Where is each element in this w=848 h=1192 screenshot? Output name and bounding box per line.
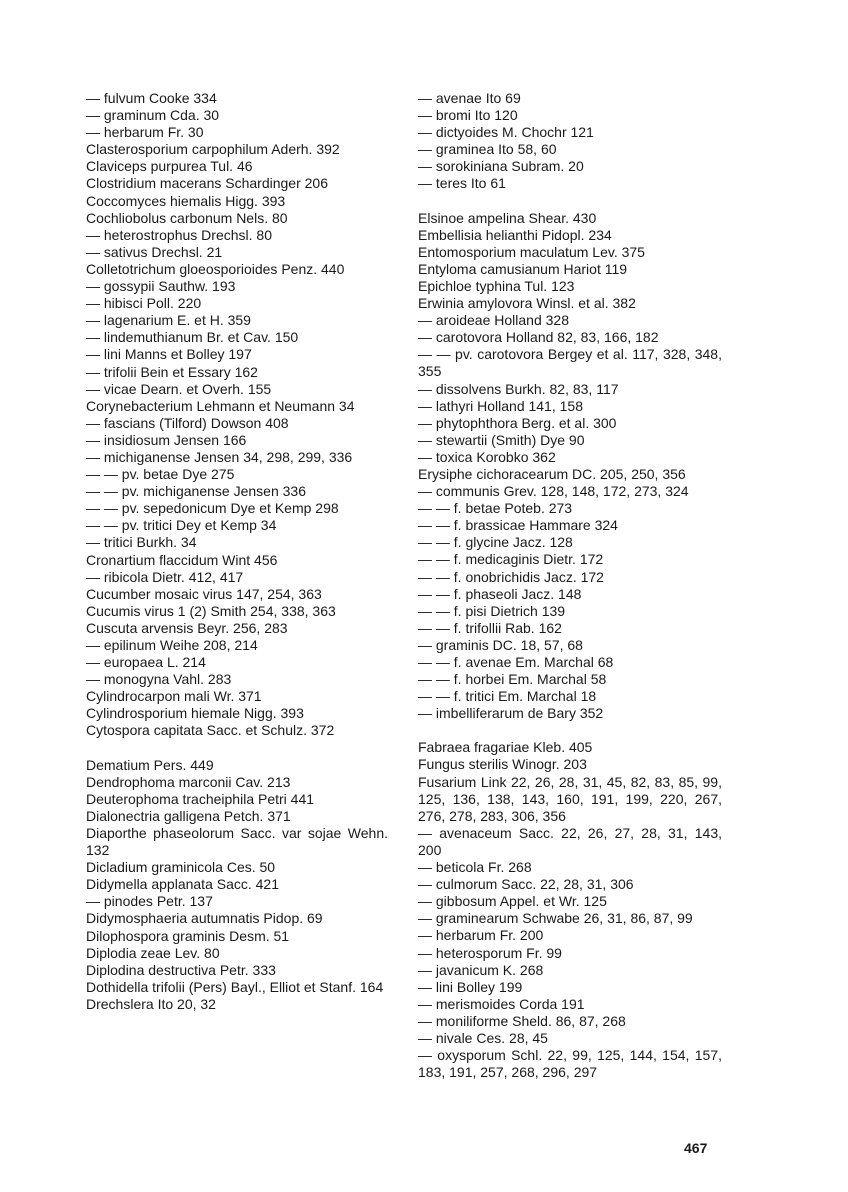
index-entry: — phytophthora Berg. et al. 300 — [418, 414, 617, 431]
index-entry: Embellisia helianthi Pidopl. 234 — [418, 226, 612, 243]
index-entry: — — f. brassicae Hammare 324 — [418, 517, 618, 534]
index-entry: — — pv. michiganense Jensen 336 — [86, 483, 306, 500]
index-entry: Diplodina destructiva Petr. 333 — [86, 961, 276, 978]
index-entry: — heterosporum Fr. 99 — [418, 944, 562, 961]
index-entry: Erysiphe cichoracearum DC. 205, 250, 356 — [418, 465, 686, 482]
index-entry: — nivale Ces. 28, 45 — [418, 1029, 548, 1046]
index-entry: — merismoides Corda 191 — [418, 995, 585, 1012]
index-entry: — graminum Cda. 30 — [86, 107, 220, 124]
index-entry: — — pv. sepedonicum Dye et Kemp 298 — [86, 500, 339, 517]
index-entry: — toxica Korobko 362 — [418, 448, 556, 465]
index-entry: — hibisci Poll. 220 — [86, 295, 202, 312]
index-entry: Dematium Pers. 449 — [86, 756, 214, 773]
index-entry: Cronartium flaccidum Wint 456 — [86, 551, 278, 568]
index-entry: — graminis DC. 18, 57, 68 — [418, 636, 583, 653]
index-entry: — avenae Ito 69 — [418, 90, 521, 106]
index-entry: — lathyri Holland 141, 158 — [418, 397, 583, 414]
index-entry: — javanicum K. 268 — [418, 961, 544, 978]
index-entry: — culmorum Sacc. 22, 28, 31, 306 — [418, 876, 634, 893]
index-entry: — gibbosum Appel. et Wr. 125 — [418, 893, 607, 910]
index-entry: Cochliobolus carbonum Nels. 80 — [86, 209, 288, 226]
index-entry: — — f. betae Poteb. 273 — [418, 500, 573, 517]
index-entry: — dictyoides M. Chochr 121 — [418, 124, 594, 141]
index-entry: — stewartii (Smith) Dye 90 — [418, 431, 585, 448]
index-entry: Erwinia amylovora Winsl. et al. 382 — [418, 295, 636, 312]
index-entry: — — f. trifollii Rab. 162 — [418, 619, 562, 636]
index-entry: Cuscuta arvensis Beyr. 256, 283 — [86, 619, 288, 636]
index-entry: Epichloe typhina Tul. 123 — [418, 277, 575, 294]
index-entry: Cucumber mosaic virus 147, 254, 363 — [86, 585, 322, 602]
index-entry: — lini Bolley 199 — [418, 978, 523, 995]
page-number: 467 — [684, 1140, 708, 1156]
index-entry: Didymosphaeria autumnatis Pidop. 69 — [86, 910, 323, 927]
index-column-right — [418, 90, 722, 1081]
index-entry: Entyloma camusianum Hariot 119 — [418, 260, 628, 277]
index-entry: Diaporthe phaseolorum Sacc. var sojae Wehn. 132 — [86, 824, 388, 859]
index-entry: — — f. avenae Em. Marchal 68 — [418, 654, 614, 670]
index-entry: Clasterosporium carpophilum Aderh. 392 — [86, 141, 340, 158]
index-entry: Claviceps purpurea Tul. 46 — [86, 158, 253, 175]
index-entry: — heterostrophus Drechsl. 80 — [86, 226, 272, 243]
index-entry: — communis Grev. 128, 148, 172, 273, 324 — [418, 483, 689, 500]
index-entry: — — pv. tritici Dey et Kemp 34 — [86, 517, 277, 534]
index-entry: — — pv. carotovora Bergey et al. 117, 328, 348, 355 — [418, 346, 722, 380]
index-entry: Cucumis virus 1 (2) Smith 254, 338, 363 — [86, 602, 336, 619]
index-entry: Dilophospora graminis Desm. 51 — [86, 927, 290, 944]
index-entry: — europaea L. 214 — [86, 654, 206, 671]
index-entry: — monogyna Vahl. 283 — [86, 671, 232, 688]
index-entry: — bromi Ito 120 — [418, 107, 518, 124]
index-entry: — — pv. betae Dye 275 — [86, 466, 235, 483]
index-entry: Cylindrosporium hiemale Nigg. 393 — [86, 705, 304, 722]
index-entry: — — f. tritici Em. Marchal 18 — [418, 688, 597, 705]
index-entry: Clostridium macerans Schardinger 206 — [86, 175, 328, 192]
index-entry: — lini Manns et Bolley 197 — [86, 346, 252, 363]
index-entry: — — f. medicaginis Dietr. 172 — [418, 551, 604, 568]
index-entry: — trifolii Bein et Essary 162 — [86, 363, 258, 380]
index-entry: Fabraea fragariae Kleb. 405 — [418, 739, 593, 756]
index-entry: — sativus Drechsl. 21 — [86, 243, 223, 260]
index-entry: Didymella applanata Sacc. 421 — [86, 876, 280, 893]
index-entry: — graminea Ito 58, 60 — [418, 141, 557, 158]
section-gap — [418, 193, 722, 210]
index-entry: — oxysporum Schl. 22, 99, 125, 144, 154, 157, 183, 191, 257, 268, 296, 297 — [418, 1047, 722, 1081]
index-entry: — insidiosum Jensen 166 — [86, 431, 247, 448]
index-entry: — imbelliferarum de Bary 352 — [418, 705, 604, 722]
index-entry: Dothidella trifolii (Pers) Bayl., Elliot et Stanf. 164 — [86, 978, 384, 995]
index-entry: — avenaceum Sacc. 22, 26, 27, 28, 31, 143, 200 — [418, 824, 722, 858]
index-entry: Fungus sterilis Winogr. 203 — [418, 756, 587, 773]
index-column-left — [86, 90, 388, 1013]
index-entry: Elsinoe ampelina Shear. 430 — [418, 209, 597, 226]
index-entry: — pinodes Petr. 137 — [86, 893, 213, 910]
index-entry: — dissolvens Burkh. 82, 83, 117 — [418, 380, 619, 397]
index-entry: — herbarum Fr. 30 — [86, 124, 204, 141]
index-entry: — graminearum Schwabe 26, 31, 86, 87, 99 — [418, 910, 693, 927]
index-entry: Cytospora capitata Sacc. et Schulz. 372 — [86, 722, 335, 739]
index-entry: — — f. pisi Dietrich 139 — [418, 602, 566, 619]
index-entry: — gossypii Sauthw. 193 — [86, 278, 236, 295]
index-entry: — beticola Fr. 268 — [418, 859, 532, 876]
index-entry: — sorokiniana Subram. 20 — [418, 158, 584, 175]
index-entry: Colletotrichum gloeosporioides Penz. 440 — [86, 260, 345, 277]
index-entry: Coccomyces hiemalis Higg. 393 — [86, 192, 286, 209]
index-entry: — vicae Dearn. et Overh. 155 — [86, 380, 272, 397]
index-entry: — herbarum Fr. 200 — [418, 927, 544, 944]
index-entry: — aroideae Holland 328 — [418, 312, 569, 329]
index-entry: Dicladium graminicola Ces. 50 — [86, 859, 276, 876]
index-entry: — epilinum Weihe 208, 214 — [86, 637, 258, 653]
index-entry: — lindemuthianum Br. et Cav. 150 — [86, 329, 299, 346]
section-gap — [86, 740, 388, 757]
index-entry: — — f. glycine Jacz. 128 — [418, 534, 573, 551]
index-entry: — moniliforme Sheld. 86, 87, 268 — [418, 1012, 626, 1029]
index-entry: Dialonectria galligena Petch. 371 — [86, 807, 291, 824]
section-gap — [418, 722, 722, 739]
index-entry: — carotovora Holland 82, 83, 166, 182 — [418, 329, 659, 346]
index-entry: — ribicola Dietr. 412, 417 — [86, 568, 244, 585]
index-entry: Corynebacterium Lehmann et Neumann 34 — [86, 397, 355, 414]
index-entry: — michiganense Jensen 34, 298, 299, 336 — [86, 448, 353, 465]
index-entry: Dendrophoma marconii Cav. 213 — [86, 773, 291, 790]
index-entry: Diplodia zeae Lev. 80 — [86, 944, 220, 961]
index-entry: — teres Ito 61 — [418, 175, 506, 192]
index-entry: Cylindrocarpon mali Wr. 371 — [86, 688, 262, 705]
index-entry: Fusarium Link 22, 26, 28, 31, 45, 82, 83, 85, 99, 125, 136, 138, 143, 160, 191, 199, 220, 267, 276, 278, 283, 306, 356 — [418, 773, 722, 824]
index-entry: — lagenarium E. et H. 359 — [86, 312, 251, 329]
index-entry: — — f. onobrichidis Jacz. 172 — [418, 568, 604, 585]
index-entry: — fascians (Tilford) Dowson 408 — [86, 414, 289, 431]
index-entry: — — f. phaseoli Jacz. 148 — [418, 585, 582, 602]
index-entry: Deuterophoma tracheiphila Petri 441 — [86, 790, 315, 807]
index-entry: — fulvum Cooke 334 — [86, 90, 217, 106]
index-entry: — tritici Burkh. 34 — [86, 534, 197, 551]
index-entry: Entomosporium maculatum Lev. 375 — [418, 243, 645, 260]
index-entry: Drechslera Ito 20, 32 — [86, 995, 216, 1012]
index-entry: — — f. horbei Em. Marchal 58 — [418, 671, 607, 688]
